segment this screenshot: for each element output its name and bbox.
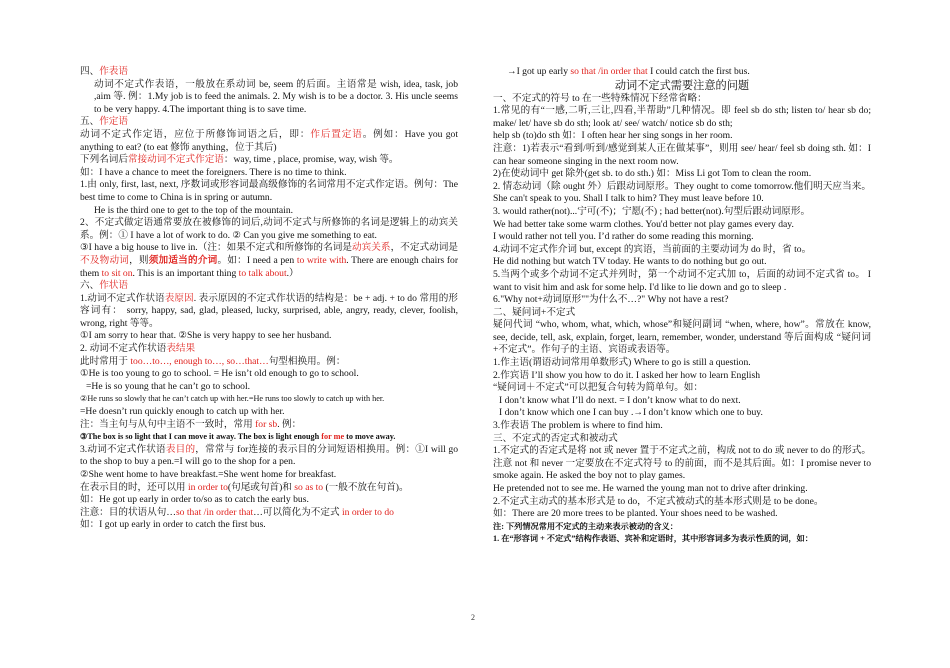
text-segment: 动宾关系 xyxy=(352,242,391,254)
text-segment: 3.动词不定式作状语 xyxy=(80,443,166,455)
text-segment: 六、 xyxy=(80,280,100,292)
text-segment: 4.动词不定式作介词 but, except 的宾语，当前面的主要动词为 do 时，省 to。 xyxy=(493,243,812,255)
text-segment: 1. 在“形容词 + 不定式”结构作表语、宾补和定语时，其中形容词多为表示性质的词，如： xyxy=(493,534,813,544)
text-segment: 2.不定式主动式的基本形式是 to do，不定式被动式的基本形式则是 to be done。 xyxy=(493,495,824,507)
paragraph-r14 xyxy=(493,269,871,294)
text-segment: 2. 情态动词（除 ought 外）后跟动词原形。They ought to come tomorrow.他们明天应当来。She can't speak to you. Shall I talk to him? They must leave before 10. xyxy=(493,180,871,205)
text-segment: 在表示目的时，还可以用 xyxy=(80,481,188,493)
text-segment: 如：I got up early in order to catch the first bus. xyxy=(80,519,266,531)
text-segment: 如：He got up early in order to/so as to catch the early bus. xyxy=(80,494,309,506)
text-segment: 动词不定式作定语，应位于所修饰词语之后，即： xyxy=(80,128,311,140)
text-segment: so that /in order that xyxy=(175,506,254,518)
paragraph-r27 xyxy=(493,496,871,509)
paragraph-l08 xyxy=(80,205,458,218)
text-segment: 表结果 xyxy=(166,343,196,355)
paragraph-r22 xyxy=(493,407,871,420)
paragraph-l27 xyxy=(80,519,458,532)
text-segment: 注: 下列情况常用不定式的主动来表示被动的含义： xyxy=(493,521,678,531)
text-segment: 动词不定式作表语，一般放在系动词 be, seem 的后面。主语常是 wish, idea, task, job ,aim 等. 例：1.My job is to feed the animals. 2. My wish is to be a doctor. 3. His uncle seems to be very happy. 4.The important thing is to save time. xyxy=(94,78,458,115)
text-segment: 作定语 xyxy=(99,116,128,128)
paragraph-l05 xyxy=(80,154,458,167)
paragraph-r05 xyxy=(493,130,871,143)
text-segment: “疑问词＋不定式”可以把复合句转为简单句。如： xyxy=(493,382,703,394)
text-segment: (句尾或句首)和 xyxy=(227,481,295,493)
paragraph-l02 xyxy=(80,79,458,117)
paragraph-r18 xyxy=(493,357,871,370)
paragraph-r02 xyxy=(493,79,871,93)
right-column xyxy=(493,66,871,546)
paragraph-r03 xyxy=(493,93,871,106)
text-segment: to write with xyxy=(296,254,347,266)
text-segment: 1.动词不定式作状语 xyxy=(80,292,165,304)
paragraph-r04 xyxy=(493,105,871,130)
page-number: 2 xyxy=(471,613,475,622)
text-segment: 如：There are 20 more trees to be planted. Your shoes need to be washed. xyxy=(493,508,778,520)
paragraph-l19 xyxy=(80,406,458,419)
paragraph-r19 xyxy=(493,370,871,383)
text-segment: 句型相换用。例： xyxy=(268,355,346,367)
text-segment: 5.当两个或多个动词不定式并列时，第一个动词不定式加 to，后面的动词不定式省 to。 I want to visit him and ask for some help. I'd like to lie down and go to sleep . xyxy=(493,268,871,293)
paragraph-l04 xyxy=(80,129,458,154)
paragraph-l16 xyxy=(80,368,458,381)
paragraph-r08 xyxy=(493,181,871,206)
text-segment: He pretended not to see me. He warned the young man not to drive after drinking. xyxy=(493,483,808,494)
text-segment: too…to…, enough to…, so…that… xyxy=(130,355,269,367)
text-segment: ，则 xyxy=(129,254,149,266)
text-segment: 2. 动词不定式作状语 xyxy=(80,343,167,355)
text-segment: 下列名词后 xyxy=(80,154,128,166)
text-segment: …可以简化为不定式 xyxy=(253,506,342,518)
text-segment: 须加适当的介词 xyxy=(148,254,218,266)
text-segment: 疑问代词 “who, whom, what, which, whose”和疑问副词 “when, where, how”。常放在 know, see, decide, tell, ask, explain, forget, learn, remember, wonder, understand 等后面构成 “疑问词+不定式”。作句子的主语、宾语或表语等。 xyxy=(493,319,871,356)
text-segment: 2.作宾语 I’ll show you how to do it. I asked her how to learn English xyxy=(493,369,760,381)
paragraph-l22 xyxy=(80,444,458,469)
paragraph-l07 xyxy=(80,179,458,204)
paragraph-r16 xyxy=(493,307,871,320)
paragraph-r21 xyxy=(493,395,871,408)
paragraph-r13 xyxy=(493,256,871,269)
text-segment: 动词不定式需要注意的问题 xyxy=(614,79,750,92)
text-segment: He is the third one to get to the top of the mountain. xyxy=(94,204,294,216)
text-segment: 1.作主语(谓语动词常用单数形式) Where to go is still a question. xyxy=(493,357,751,369)
text-segment: in order to do xyxy=(341,506,394,518)
paragraph-r10 xyxy=(493,219,871,232)
text-segment: 二、疑问词+不定式 xyxy=(493,306,576,318)
paragraph-l03 xyxy=(80,116,458,129)
paragraph-l26 xyxy=(80,507,458,520)
text-segment: (一般不放在句首)。 xyxy=(323,481,409,493)
text-segment: 2、不定式做定语通常要放在被修饰的词后,动词不定式与所修饰的名词是逻辑上的动宾关系。例：① I have a lot of work to do. ② Can you give me something to eat. xyxy=(80,217,458,241)
text-segment: . 表示原因的不定式作状语的结构是：be + adj. + to do 常用的形容词有： sorry, happy, sad, glad, pleased, lucky, surprised, able, angry, ready, clever, foolish, wrong, right 等等。 xyxy=(80,292,458,329)
text-segment: ①He is too young to go to school. = He isn’t old enough to go to school. xyxy=(80,368,359,380)
text-segment: .） xyxy=(286,267,299,279)
text-segment: I don’t know what I’ll do next. = I don’t know what to do next. xyxy=(499,394,741,406)
text-segment: 1.由 only, first, last, next, 序数词或形容词最高级修饰的名词常用不定式作定语。例句：The best time to come to China is in spring or autumn. xyxy=(80,179,458,203)
paragraph-l24 xyxy=(80,482,458,495)
paragraph-l06 xyxy=(80,167,458,180)
paragraph-l21 xyxy=(80,431,458,444)
paragraph-l23 xyxy=(80,469,458,482)
paragraph-r09 xyxy=(493,206,871,219)
text-segment: 注：当主句与从句中主语不一致时，常用 xyxy=(80,418,256,430)
paragraph-r01 xyxy=(493,66,871,79)
text-segment: 。例如：Have you got anything to eat? (to eat 修饰 anything，位于其后) xyxy=(80,128,459,153)
text-segment: ③I have a big house to live in.（注：如果不定式和所修饰的名词是 xyxy=(80,242,352,254)
paragraph-r28 xyxy=(493,508,871,521)
text-segment: . There are enough chairs for them xyxy=(80,254,459,279)
paragraph-l12 xyxy=(80,293,458,331)
paragraph-r24 xyxy=(493,433,871,446)
paragraph-r12 xyxy=(493,244,871,257)
text-segment: 表目的 xyxy=(165,443,196,455)
paragraph-l25 xyxy=(80,494,458,507)
paragraph-l20 xyxy=(80,419,458,432)
paragraph-r07 xyxy=(493,168,871,181)
text-segment: =He doesn’t run quickly enough to catch up with her. xyxy=(80,406,285,418)
paragraph-r06 xyxy=(493,143,871,168)
text-segment: 四、 xyxy=(80,66,100,77)
text-segment: 6."Why not+动词原形""为什么不…?" Why not have a rest? xyxy=(493,294,729,306)
paragraph-r20 xyxy=(493,382,871,395)
text-segment: 注意：1)若表示“看到/听到/感觉到某人正在做某事”，则用 see/ hear/ feel sb doing sth. 如：I can hear someone singing in the next room now. xyxy=(493,142,871,167)
paragraph-l17 xyxy=(80,381,458,394)
text-segment: so as to xyxy=(294,481,324,493)
text-segment: I don’t know which one I can buy .→I don’t know which one to buy. xyxy=(499,407,763,419)
text-segment: I would rather not tell you. I’d rather do some reading this morning. xyxy=(493,231,754,243)
text-segment: to sit on xyxy=(101,267,133,279)
text-segment: . This is an important thing xyxy=(132,267,239,279)
text-segment: to move away. xyxy=(344,432,396,442)
paragraph-r25 xyxy=(493,445,871,483)
text-segment: 作后置定语 xyxy=(310,128,363,140)
text-segment: 1.不定式的否定式是将 not 或 never 置于不定式之前，构成 not to do 或 never to do 的形式。注意 not 和 never 一定要放在不定式符号 to 的前面，而不是其后面。如：I promise never to smoke again. He asked the boy not to play games. xyxy=(493,445,871,482)
text-segment: ，不定式动词是 xyxy=(390,242,459,254)
text-segment: 3.作表语 The problem is where to find him. xyxy=(493,420,663,432)
paragraph-l14 xyxy=(80,343,458,356)
text-segment: 3. would rather(not)...宁可(不)；宁愿(不) ; had better(not).句型后跟动词原形。 xyxy=(493,205,811,217)
paragraph-l01 xyxy=(80,66,458,79)
text-segment: 注意：目的状语从句… xyxy=(80,506,176,518)
text-segment: ②She went home to have breakfast.=She went home for breakfast. xyxy=(80,469,337,480)
text-segment: He did nothing but watch TV today. He wants to do nothing but go out. xyxy=(493,256,767,268)
text-segment: . 例： xyxy=(277,418,302,430)
text-segment: 常接动词不定式作定语 xyxy=(127,154,224,166)
paragraph-r29 xyxy=(493,521,871,534)
left-column xyxy=(80,66,458,532)
text-segment: →I got up early xyxy=(507,66,571,77)
text-segment: 表原因 xyxy=(164,292,194,304)
paragraph-r30 xyxy=(493,533,871,546)
paragraph-r23 xyxy=(493,420,871,433)
text-segment: in order to xyxy=(187,481,228,493)
paragraph-l15 xyxy=(80,356,458,369)
paragraph-r15 xyxy=(493,294,871,307)
text-segment: =He is so young that he can’t go to school. xyxy=(86,380,251,392)
text-segment: ：way, time , place, promise, way, wish 等。 xyxy=(223,154,399,166)
paragraph-l09 xyxy=(80,217,458,242)
paragraph-l11 xyxy=(80,280,458,293)
text-segment: 三、不定式的否定式和被动式 xyxy=(493,432,618,444)
paragraph-l18 xyxy=(80,393,458,406)
text-segment: ③The box is so light that I can move it away. The box is light enough xyxy=(80,432,322,442)
text-segment: 2)在使动词中 get 除外(get sb. to do sth.) 如：Miss Li got Tom to clean the room. xyxy=(493,168,812,180)
text-segment: 一、不定式的符号 to 在一些特殊情况下经常省略： xyxy=(493,92,707,104)
text-segment: ，常常与 for连接的表示目的分词短语相换用。例：①I will go to the shop to buy a pen.=I will go to the shop for a pen. xyxy=(80,443,458,468)
text-segment: so that /in order that xyxy=(570,66,648,77)
text-segment: to talk about xyxy=(238,267,287,279)
text-segment: 。如：I need a pen xyxy=(217,254,297,266)
text-segment: 此时常用于 xyxy=(80,355,131,367)
text-segment: for me xyxy=(321,432,345,442)
paragraph-r11 xyxy=(493,231,871,244)
text-segment: 作状语 xyxy=(99,280,128,292)
paragraph-l13 xyxy=(80,330,458,343)
text-segment: ②He runs so slowly that he can’t catch up with her.=He runs too slowly to catch up with her. xyxy=(80,394,385,404)
text-segment: 不及物动词 xyxy=(80,254,130,266)
text-segment: 如：I have a chance to meet the foreigners. There is no time to think. xyxy=(80,166,347,178)
paragraph-l10 xyxy=(80,242,458,280)
text-segment: 1.常见的有“一感,二听,三让,四看,半帮助”几种情况。即 feel sb do sth; listen to/ hear sb do; make/ let/ have sb do sth; look at/ see/ watch/ notice sb do sth; xyxy=(493,105,871,129)
text-segment: for sb xyxy=(255,418,278,430)
paragraph-r26 xyxy=(493,483,871,496)
text-segment: 五、 xyxy=(80,116,100,128)
text-segment: ①I am sorry to hear that. ②She is very happy to see her husband. xyxy=(80,330,332,342)
text-segment: I could catch the first bus. xyxy=(647,66,750,77)
text-segment: 作表语 xyxy=(99,66,128,77)
paragraph-r17 xyxy=(493,319,871,357)
text-segment: help sb (to)do sth 如：I often hear her sing songs in her room. xyxy=(493,130,733,142)
text-segment: We had better take some warm clothes. You'd better not play games every day. xyxy=(493,218,794,230)
